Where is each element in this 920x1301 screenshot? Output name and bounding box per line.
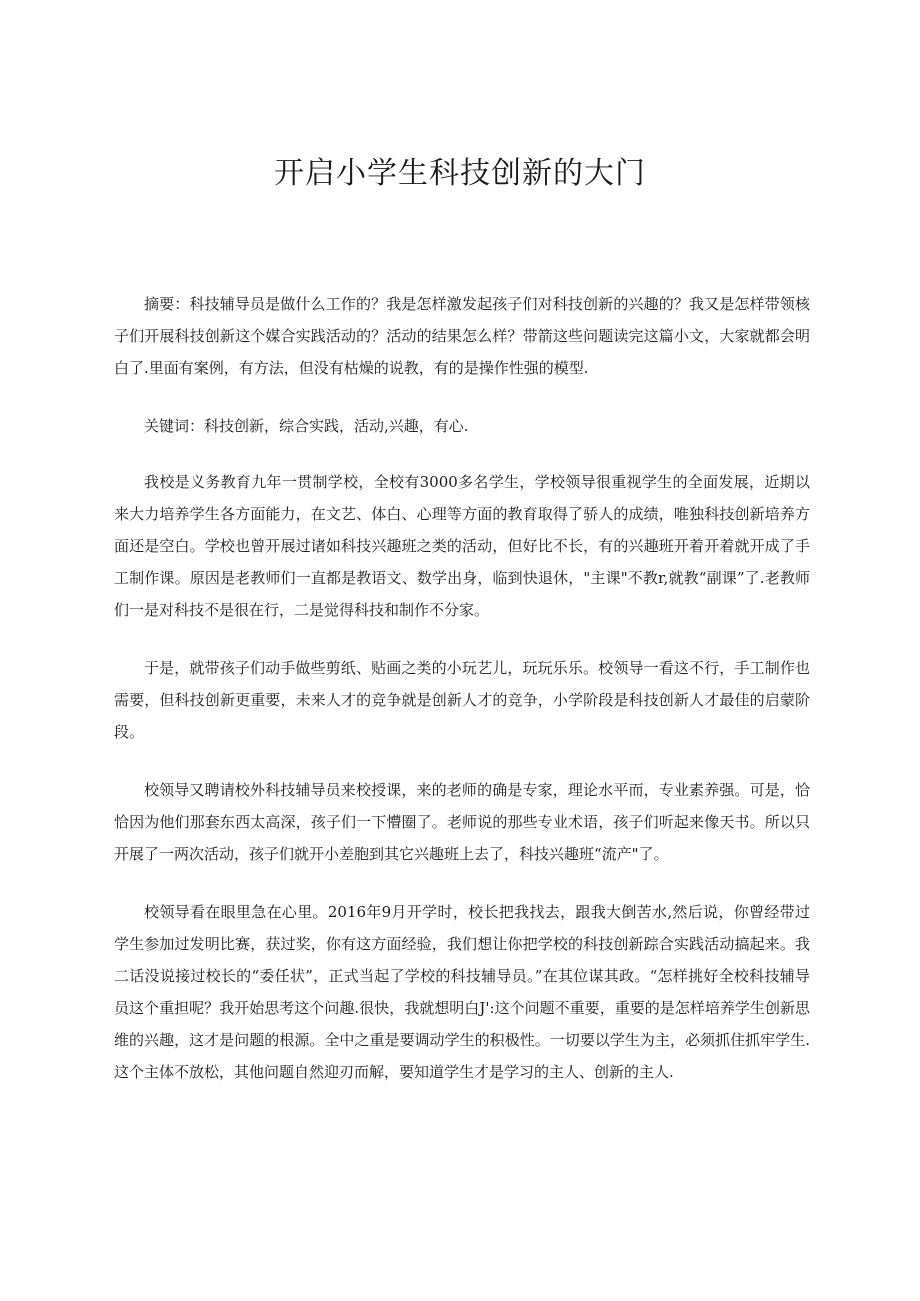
- keywords-paragraph: 关键词：科技创新，综合实践，活动,兴趣，有心.: [144, 417, 469, 435]
- abstract-paragraph: 摘要：科技辅导员是做什么工作的？我是怎样激发起孩子们对科技创新的兴趣的？我又是怎样带领核子们开展科技创新这个媒合实践活动的？活动的结果怎么样？带箭这些问题读完这篇小文，大家就都会明白了.里面有案例，有方法，但没有枯燥的说教，有的是操作性强的模型.: [114, 295, 810, 377]
- body-paragraph: 我校是义务教育九年一贯制学校，全校有3000多名学生，学校领导很重视学生的全面发展，近期以来大力培养学生各方面能力，在文艺、体白、心理等方面的教育取得了骄人的成绩，唯独科技创新培养方面还是空白。学校也曾开展过诸如科技兴趣班之类的活动，但好比不长，有的兴趣班开着开着就开成了手工制作课。原因是老教师们一直都是教语文、数学出身，临到快退休，"主课"不教r,就教“副课”了.老教师们一是对科技不是很在行，二是觉得科技和制作不分家。: [114, 473, 810, 619]
- body-paragraph: 校领导又聘请校外科技辅导员来校授课，来的老师的确是专家，理论水平而，专业素养强。可是，恰恰因为他们那套东西太高深，孩子们一下懵圈了。老师说的那些专业术语，孩子们听起来像天书。所以只开展了一两次活动，孩子们就开小差胞到其它兴趣班上去了，科技兴趣班“流产"了。: [114, 781, 810, 863]
- body-paragraph: 校领导看在眼里急在心里。2016年9月开学时，校长把我找去，跟我大倒苦水,然后说，你曾经带过学生参加过发明比赛，获过奖，你有这方面经验，我们想让你把学校的科技创新踪合实践活动搞起来。我二话没说接过校长的“委任状”，正式当起了学校的科技辅导员。”在其位谋其政。“怎样挑好全校科技辅导员这个重担呢？我开始思考这个问趣.很快，我就想明白J':这个问题不重要，重要的是怎样培养学生创新思维的兴趣，这才是问题的根源。全中之重是要调动学生的积极性。一切要以学生为主，必须抓住抓牢学生.这个主体不放松，其他问题自然迎刃而解，要知道学生才是学习的主人、创新的主人.: [114, 903, 810, 1081]
- document-body: [114, 288, 810, 1114]
- document-title: 开启小学生科技创新的大门: [274, 156, 646, 191]
- body-paragraph: 于是，就带孩子们动手做些剪纸、贴画之类的小玩艺儿，玩玩乐乐。校领导一看这不行，手工制作也需要，但科技创新更重要，未来人才的竞争就是创新人才的竞争，小学阶段是科技创新人才最佳的启蒙阶段。: [114, 659, 810, 741]
